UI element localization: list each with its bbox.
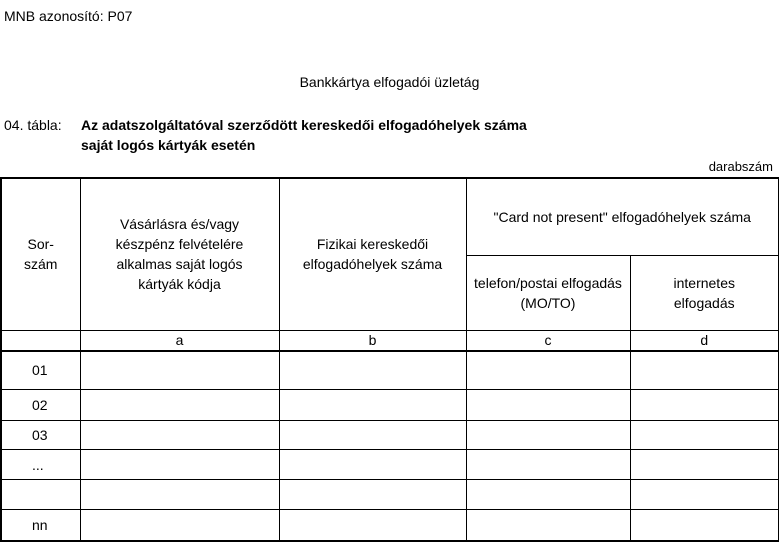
col-d-header — [630, 255, 779, 330]
cell-row03-a[interactable] — [80, 421, 279, 450]
unit-label: darabszám — [708, 159, 773, 174]
cell-row03-d[interactable] — [630, 421, 779, 450]
col-letter-a: a — [80, 330, 279, 351]
cell-rowblank-b[interactable] — [279, 480, 466, 510]
col-letter-d: d — [630, 330, 779, 351]
cell-rownn-c[interactable] — [466, 510, 630, 541]
col-b-header — [279, 178, 466, 330]
row-number: 03 — [1, 421, 80, 450]
cell-rowblank-c[interactable] — [466, 480, 630, 510]
col-a-header — [80, 178, 279, 330]
mnb-identifier: MNB azonosító: P07 — [4, 8, 133, 24]
cell-row01-a[interactable] — [80, 351, 279, 390]
cell-rownn-a[interactable] — [80, 510, 279, 541]
col-b-header-label: Fizikai kereskedői elfogadóhelyek száma — [302, 236, 443, 273]
col-c-header — [466, 255, 630, 330]
table-label: 04. tábla: — [4, 117, 62, 133]
cell-row02-d[interactable] — [630, 390, 779, 421]
col-letter-b: b — [279, 330, 466, 351]
cell-rowblank-a[interactable] — [80, 480, 279, 510]
cell-row02-c[interactable] — [466, 390, 630, 421]
cell-row01-b[interactable] — [279, 351, 466, 390]
cell-row03-b[interactable] — [279, 421, 466, 450]
row-number: 02 — [1, 390, 80, 421]
row-number-header-label: Sor-szám — [24, 236, 58, 273]
row-number-header — [1, 178, 80, 330]
cnp-group-header — [466, 178, 779, 255]
row-number: nn — [1, 510, 80, 541]
cell-rowellipsis-d[interactable] — [630, 450, 779, 480]
col-d-header-label: internetes elfogadás — [673, 274, 735, 311]
table-title-line1: Az adatszolgáltatóval szerződött kereskedői elfogadóhelyek száma — [81, 117, 527, 133]
cell-row02-a[interactable] — [80, 390, 279, 421]
col-letter-c: c — [466, 330, 630, 351]
cnp-group-header-label: "Card not present" elfogadóhelyek száma — [493, 208, 751, 225]
cell-rownn-d[interactable] — [630, 510, 779, 541]
cell-row01-d[interactable] — [630, 351, 779, 390]
cell-rowblank-d[interactable] — [630, 480, 779, 510]
cell-row01-c[interactable] — [466, 351, 630, 390]
page-title: Bankkártya elfogadói üzletág — [299, 74, 480, 90]
cell-rowellipsis-a[interactable] — [80, 450, 279, 480]
row-number: 01 — [1, 351, 80, 390]
table-title-line2: saját logós kártyák esetén — [81, 137, 256, 153]
col-c-header-label: telefon/postai elfogadás (MO/TO) — [474, 274, 622, 311]
cell-row02-b[interactable] — [279, 390, 466, 421]
cell-row03-c[interactable] — [466, 421, 630, 450]
data-table — [0, 177, 779, 542]
col-a-header-label: Vásárlásra és/vagy készpénz felvételére alkalmas saját logós kártyák kódja — [115, 216, 244, 293]
cell-rownn-b[interactable] — [279, 510, 466, 541]
cell-rowellipsis-b[interactable] — [279, 450, 466, 480]
col-letter-blank — [1, 330, 80, 351]
row-number — [1, 480, 80, 510]
cell-rowellipsis-c[interactable] — [466, 450, 630, 480]
row-number: ... — [1, 450, 80, 480]
